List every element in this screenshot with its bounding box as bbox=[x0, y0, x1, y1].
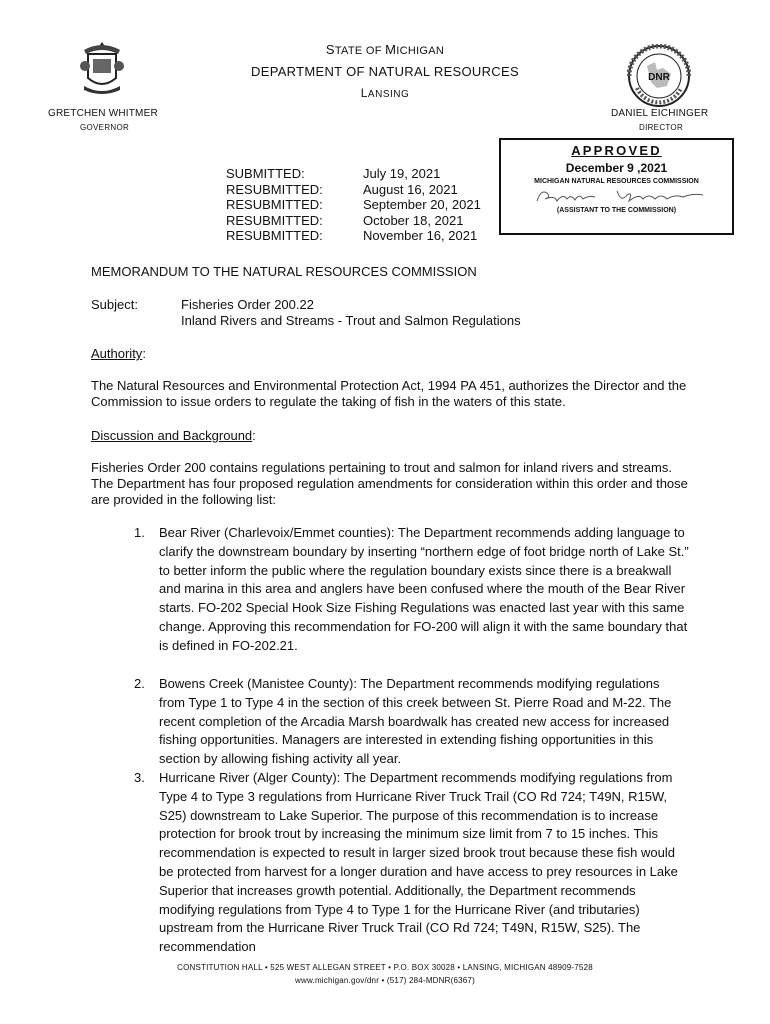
approval-date: December 9 ,2021 bbox=[565, 161, 668, 175]
memo-heading: MEMORANDUM TO THE NATURAL RESOURCES COMMISSION bbox=[91, 264, 477, 279]
list-item: Bowens Creek (Manistee County): The Department recommends modifying regulations from Type 1 to Type 4 in the section of this creek between St. Pierre Road and M-22. The recent completion of the Arcadia Marsh boardwalk has created new access for increased fishing opportunities. Managers are interested in extending fishing opportunities in this section by allowing fishing activity all year. bbox=[159, 676, 672, 767]
department-header: DEPARTMENT OF NATURAL RESOURCES bbox=[251, 64, 519, 79]
approved-title: APPROVED bbox=[571, 143, 662, 158]
director-name: DANIEL EICHINGER bbox=[611, 108, 709, 119]
submission-dates bbox=[226, 166, 481, 244]
dnr-seal-text: DNR bbox=[648, 72, 670, 83]
submission-row: RESUBMITTED: August 16, 2021 bbox=[226, 181, 458, 197]
footer-contact: www.michigan.gov/dnr • (517) 284-MDNR(6367) bbox=[295, 976, 475, 985]
approval-assistant: (ASSISTANT TO THE COMMISSION) bbox=[556, 207, 677, 214]
list-item-number: 3. bbox=[134, 770, 145, 785]
list-item: Hurricane River (Alger County): The Department recommends modifying regulations from Type 4 to Type 3 regulations from Hurricane River Truck Trail (CO Rd 724; T49N, R15W, S25) downstream to Lake Superior. The purpose of this recommendation is to increase protection for brook trout by increasing the minimum size limit from 7 to 15 inches. This recommendation is expected to result in larger sized brook trout because these fish would be protected from harvest for a longer duration and have access to prey resources in Lake Superior that increases growth potential. Additionally, the Department recommends modifying regulations from Type 4 to Type 1 for the Hurricane River (and tributaries) upstream from the Hurricane River Truck Trail (CO Rd 724; T49N, R15W, S25). The recommendation bbox=[159, 770, 678, 955]
discussion-heading: Discussion and Background: bbox=[91, 428, 256, 443]
submission-row: RESUBMITTED: September 20, 2021 bbox=[226, 197, 481, 212]
submission-row: RESUBMITTED: November 16, 2021 bbox=[226, 228, 478, 243]
list-item: Bear River (Charlevoix/Emmet counties): The Department recommends adding language to clarify the downstream boundary by inserting “northern edge of foot bridge north of Lake St.” to better inform the public where the regulation boundary exists since there is a breakwall and marina in this area and anglers have been confused where the mouth of the Bear River starts. FO-202 Special Hook Size Fishing Regulations was enacted last year with this same change. Approving this recommendation for FO-200 will align it with the same boundary that is defined in FO-202.21. bbox=[159, 525, 689, 653]
subject-text: Fisheries Order 200.22 Inland Rivers and Streams - Trout and Salmon Regulations bbox=[181, 297, 521, 328]
city-header: LANSING bbox=[360, 86, 410, 100]
submission-row: RESUBMITTED: October 18, 2021 bbox=[226, 212, 464, 228]
governor-title: GOVERNOR bbox=[80, 123, 130, 132]
signature bbox=[501, 185, 732, 207]
director-title: DIRECTOR bbox=[639, 123, 684, 132]
list-item-number: 2. bbox=[134, 676, 145, 691]
authority-heading: Authority: bbox=[91, 346, 146, 361]
approval-stamp bbox=[499, 138, 734, 235]
list-item-number: 1. bbox=[134, 525, 145, 540]
footer-address: CONSTITUTION HALL • 525 WEST ALLEGAN STREET • P.O. BOX 30028 • LANSING, MICHIGAN 48909-7528 bbox=[177, 963, 593, 972]
state-header: STATE OF MICHIGAN bbox=[325, 42, 445, 57]
governor-name: GRETCHEN WHITMER bbox=[48, 108, 158, 119]
subject-label: Subject: bbox=[91, 297, 138, 312]
submission-row: SUBMITTED: July 19, 2021 bbox=[226, 166, 441, 181]
authority-paragraph: The Natural Resources and Environmental Protection Act, 1994 PA 451, authorizes the Director and the Commission to issue orders to regulate the taking of fish in the waters of this state. bbox=[91, 378, 687, 409]
discussion-paragraph: Fisheries Order 200 contains regulations pertaining to trout and salmon for inland rivers and streams. The Department has four proposed regulation amendments for consideration within this order and those are provided in the following list: bbox=[91, 460, 688, 507]
approval-commission: MICHIGAN NATURAL RESOURCES COMMISSION bbox=[534, 178, 699, 185]
